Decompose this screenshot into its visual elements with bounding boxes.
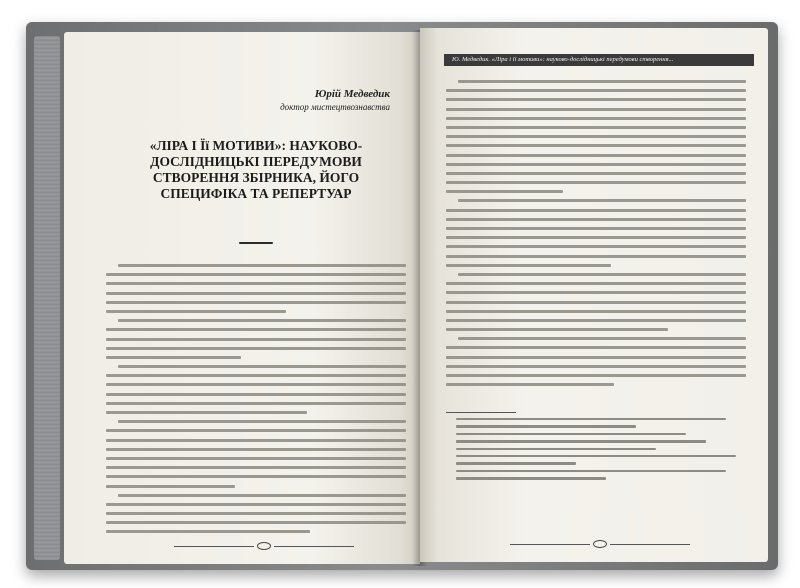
- text-line: [106, 448, 406, 451]
- text-line: [446, 117, 746, 120]
- text-line: [446, 319, 746, 322]
- footnote-line: [446, 462, 746, 464]
- text-line: [458, 80, 746, 83]
- text-line: [446, 255, 746, 258]
- text-line: [446, 282, 746, 285]
- text-line: [446, 172, 746, 175]
- text-line: [106, 338, 406, 341]
- left-body-text: [106, 264, 406, 540]
- text-line: [446, 190, 563, 193]
- text-line: [106, 411, 307, 414]
- text-line: [106, 475, 406, 478]
- book-cover-edge: [34, 36, 60, 560]
- text-line: [106, 374, 406, 377]
- text-line: [106, 273, 406, 276]
- footnote-line: [446, 440, 746, 442]
- footnote-rule: [446, 412, 516, 413]
- text-line: [106, 503, 406, 506]
- footnote-line: [446, 433, 746, 435]
- text-line: [446, 163, 746, 166]
- text-line: [106, 383, 406, 386]
- author-title: доктор мистецтвознавства: [280, 102, 390, 112]
- footnote-line: [446, 425, 746, 427]
- running-head: Ю. Медведик. «Ліра і її мотиви»: науково-дослідницькі передумови створення...: [444, 54, 754, 66]
- text-line: [446, 126, 746, 129]
- text-line: [446, 374, 746, 377]
- footnote-line: [446, 477, 746, 479]
- text-line: [446, 245, 746, 248]
- text-line: [106, 282, 406, 285]
- text-line: [106, 521, 406, 524]
- text-line: [446, 264, 611, 267]
- text-line: [446, 154, 746, 157]
- text-line: [118, 494, 406, 497]
- text-line: [118, 264, 406, 267]
- footnote-line: [446, 455, 746, 457]
- author-block: [280, 88, 390, 112]
- text-line: [458, 337, 746, 340]
- text-line: [106, 429, 406, 432]
- text-line: [106, 485, 235, 488]
- text-line: [446, 346, 746, 349]
- text-line: [446, 144, 746, 147]
- heading-ornament: [239, 238, 273, 248]
- text-line: [446, 383, 614, 386]
- text-line: [446, 236, 746, 239]
- text-line: [106, 328, 406, 331]
- left-page: [64, 32, 420, 564]
- text-line: [446, 291, 746, 294]
- text-line: [446, 98, 746, 101]
- text-line: [106, 512, 406, 515]
- text-line: [106, 439, 406, 442]
- left-page-folio: [174, 542, 354, 552]
- text-line: [446, 89, 746, 92]
- text-line: [446, 218, 746, 221]
- footnote-line: [446, 448, 746, 450]
- right-body-text: [446, 80, 746, 392]
- text-line: [106, 347, 406, 350]
- text-line: [446, 365, 746, 368]
- text-line: [446, 108, 746, 111]
- text-line: [446, 181, 746, 184]
- text-line: [446, 328, 668, 331]
- footnote-line: [446, 470, 746, 472]
- text-line: [106, 530, 310, 533]
- open-book: [26, 22, 778, 570]
- text-line: [446, 310, 746, 313]
- text-line: [446, 227, 746, 230]
- text-line: [106, 466, 406, 469]
- text-line: [106, 402, 406, 405]
- author-name: Юрій Медведик: [314, 88, 390, 100]
- text-line: [106, 457, 406, 460]
- article-heading: «ЛІРА І Її МОТИВИ»: НАУКОВО-ДОСЛІДНИЦЬКІ ПЕРЕДУМОВИ СТВОРЕННЯ ЗБІРНИКА, ЙОГО СПЕЦИФІКА ТА РЕПЕРТУАР: [149, 138, 363, 201]
- text-line: [458, 199, 746, 202]
- text-line: [118, 420, 406, 423]
- text-line: [118, 365, 406, 368]
- text-line: [106, 292, 406, 295]
- text-line: [118, 319, 406, 322]
- footnote-line: [446, 418, 746, 420]
- text-line: [446, 356, 746, 359]
- text-line: [458, 273, 746, 276]
- text-line: [446, 209, 746, 212]
- text-line: [106, 393, 406, 396]
- text-line: [446, 301, 746, 304]
- text-line: [106, 301, 406, 304]
- text-line: [446, 135, 746, 138]
- text-line: [106, 356, 241, 359]
- right-page: [420, 28, 768, 562]
- right-page-folio: [510, 540, 690, 550]
- footnotes: [446, 418, 746, 485]
- text-line: [106, 310, 286, 313]
